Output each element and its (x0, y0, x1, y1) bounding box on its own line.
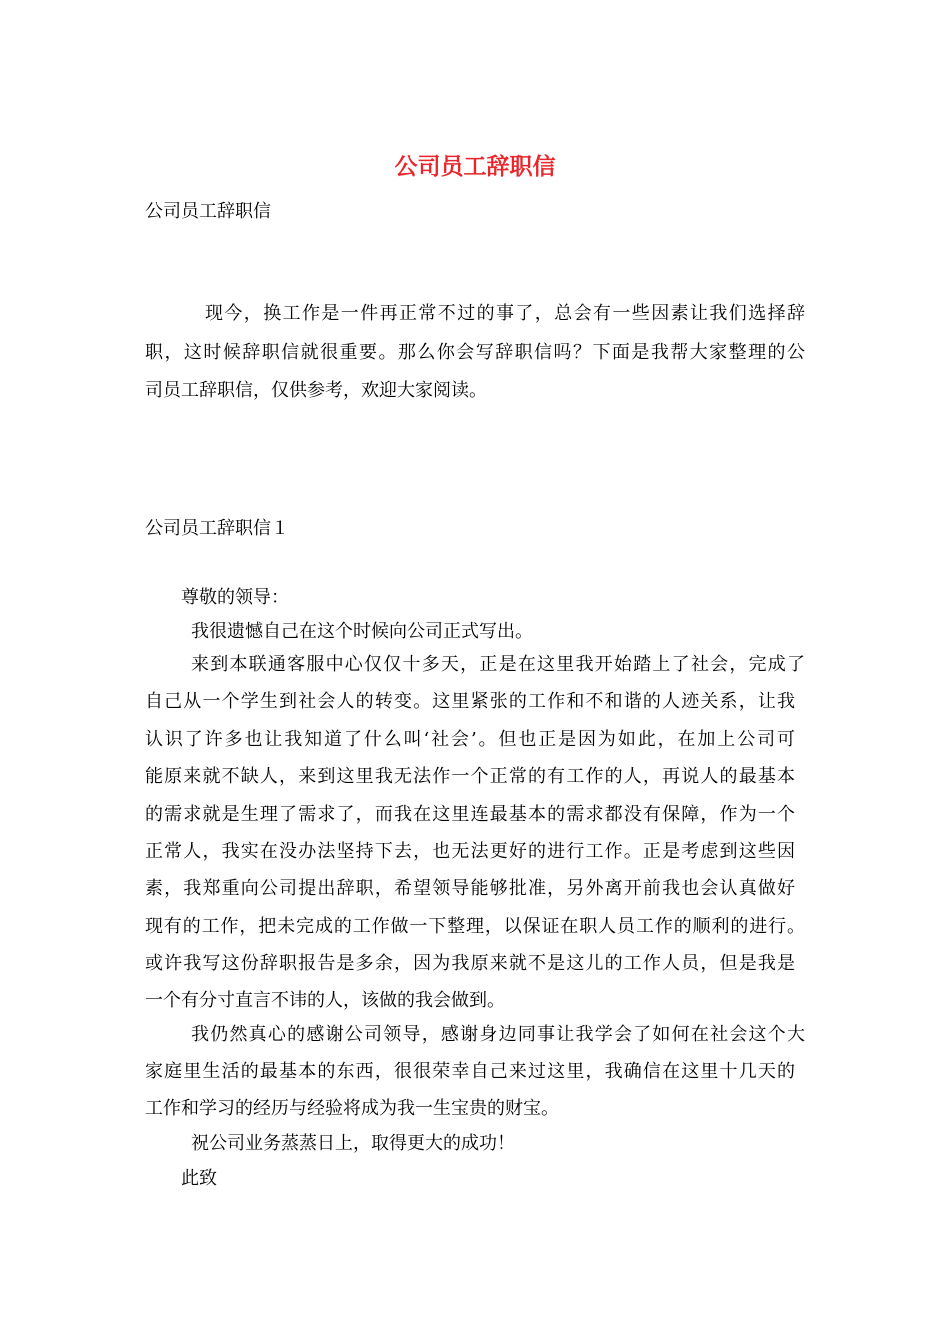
paragraph-1: 我很遗憾自己在这个时候向公司正式写出。 (191, 621, 533, 642)
paragraph-2-line: 正常人，我实在没办法坚持下去，也无法更好的进行工作。正是考虑到这些因 (145, 841, 795, 862)
closing: 此致 (181, 1168, 217, 1189)
paragraph-4: 祝公司业务蒸蒸日上，取得更大的成功！ (191, 1133, 515, 1154)
paragraph-2-line: 现有的工作，把未完成的工作做一下整理，以保证在职人员工作的顺利的进行。 (145, 916, 805, 937)
paragraph-2-line: 来到本联通客服中心仅仅十多天，正是在这里我开始踏上了社会，完成了 (191, 654, 805, 675)
paragraph-2-line: 自己从一个学生到社会人的转变。这里紧张的工作和不和谐的人迹关系，让我 (145, 691, 795, 712)
paragraph-3-line: 我仍然真心的感谢公司领导，感谢身边同事让我学会了如何在社会这个大 (191, 1024, 805, 1045)
paragraph-2-line: 能原来就不缺人，来到这里我无法作一个正常的有工作的人，再说人的最基本 (145, 766, 795, 787)
paragraph-2-line: 认识了许多也让我知道了什么叫‘社会’。但也正是因为如此，在加上公司可 (145, 729, 795, 750)
intro-line: 司员工辞职信，仅供参考，欢迎大家阅读。 (145, 380, 487, 401)
intro-line: 现今，换工作是一件再正常不过的事了，总会有一些因素让我们选择辞 (205, 303, 805, 324)
intro-line: 职，这时候辞职信就很重要。那么你会写辞职信吗？下面是我帮大家整理的公 (145, 342, 805, 363)
paragraph-2-line: 素，我郑重向公司提出辞职，希望领导能够批准，另外离开前我也会认真做好 (145, 878, 795, 899)
paragraph-2-line: 一个有分寸直言不讳的人，该做的我会做到。 (145, 990, 505, 1011)
section-heading: 公司员工辞职信１ (145, 518, 289, 539)
document-title: 公司员工辞职信 (394, 153, 556, 180)
salutation: 尊敬的领导： (181, 587, 289, 608)
paragraph-3-line: 工作和学习的经历与经验将成为我一生宝贵的财宝。 (145, 1098, 559, 1119)
paragraph-2-line: 的需求就是生理了需求了，而我在这里连最基本的需求都没有保障，作为一个 (145, 804, 795, 825)
paragraph-2-line: 或许我写这份辞职报告是多余，因为我原来就不是这儿的工作人员，但是我是 (145, 953, 795, 974)
paragraph-3-line: 家庭里生活的最基本的东西，很很荣幸自己来过这里，我确信在这里十几天的 (145, 1061, 795, 1082)
document-subtitle: 公司员工辞职信 (145, 201, 271, 222)
